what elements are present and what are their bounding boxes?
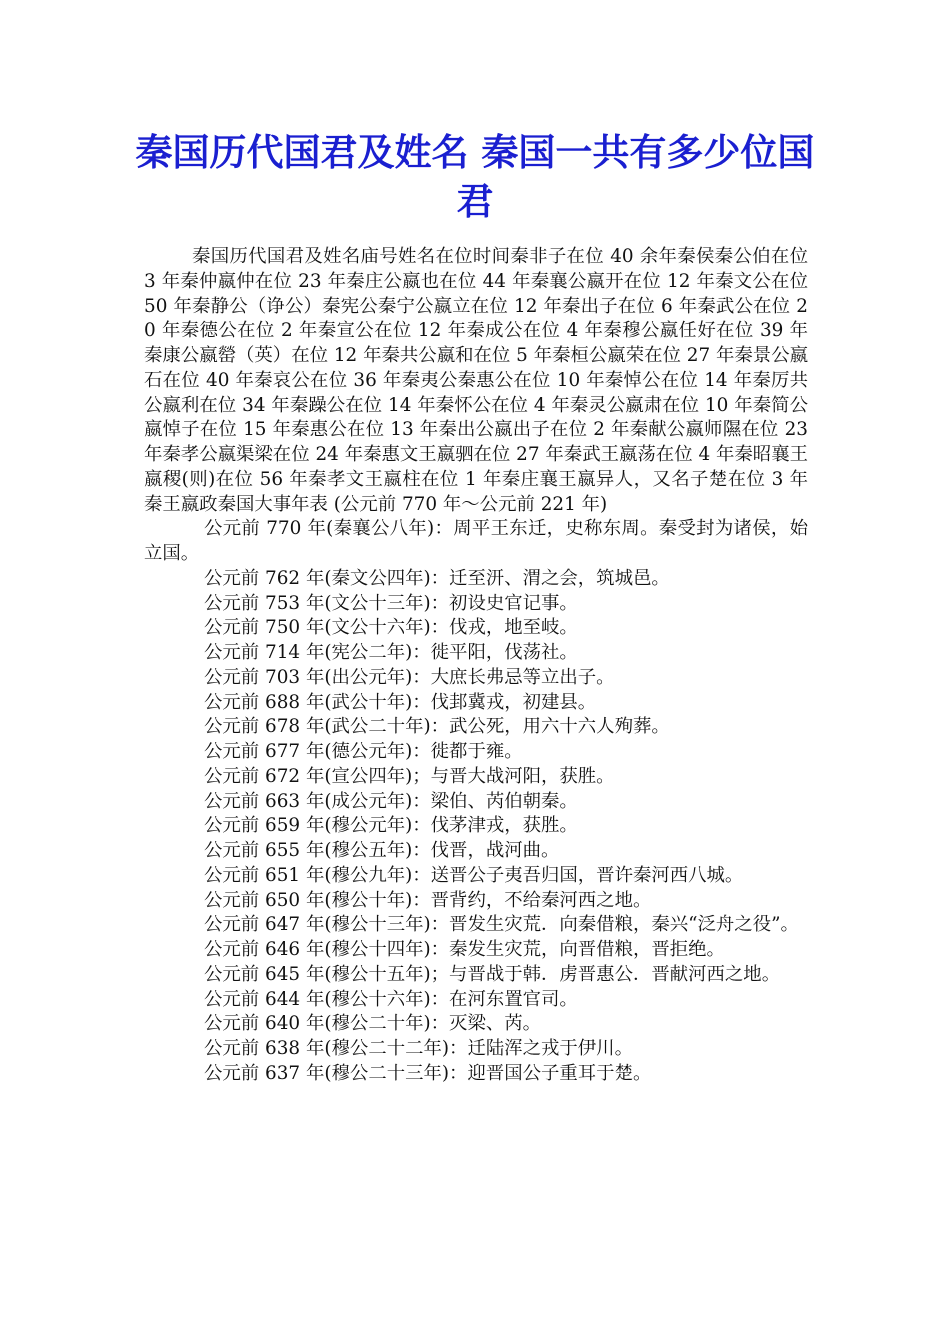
timeline-entry: 公元前 677 年(德公元年)：徙都于雍。 [204,741,523,762]
timeline-entry: 公元前 644 年(穆公十六年)：在河东置官司。 [204,988,578,1010]
timeline-entry: 公元前 753 年(文公十三年)：初设史官记事。 [204,592,578,614]
timeline-entry: 公元前 672 年(宣公四年)；与晋大战河阳，获胜。 [204,765,615,787]
timeline-entry: 公元前 703 年(出公元年)：大庶长弗忌等立出子。 [204,666,615,688]
timeline-entry: 公元前 651 年(穆公九年)：送晋公子夷吾归国，晋许秦河西八城。 [204,864,744,886]
timeline-entry: 公元前 650 年(穆公十年)：晋背约，不给秦河西之地。 [204,889,652,911]
timeline-entry: 公元前 678 年(武公二十年)：武公死，用六十六人殉葬。 [204,716,670,738]
timeline-entry: 公元前 645 年(穆公十五年)；与晋战于韩．虏晋惠公．晋献河西之地。 [204,963,781,985]
intro-paragraph: 秦国历代国君及姓名庙号姓名在位时间秦非子在位 40 余年秦侯秦公伯在位 3 年秦仲嬴仲在位 23 年秦庄公嬴也在位 44 年秦襄公嬴开在位 12 年秦文公在位 50 年秦静公（诤公）秦宪公秦宁公嬴立在位 12 年秦出子在位 6 年秦武公在位 20 年秦德公在位 2 年秦宣公在位 12 年秦成公在位 4 年秦穆公嬴任好在位 39 年秦康公嬴罃（英）在位 12 年秦共公嬴和在位 5 年秦桓公嬴荣在位 27 年秦景公嬴石在位 40 年秦哀公在位 36 年秦夷公秦惠公在位 10 年秦悼公在位 14 年秦厉共公嬴利在位 34 年秦躁公在位 14 年秦怀公在位 4 年秦灵公嬴肃在位 10 年秦简公嬴悼子在位 15 年秦惠公在位 13 年秦出公嬴出子在位 2 年秦献公嬴师隰在位 23 年秦孝公嬴渠梁在位 24 年秦惠文王嬴驷在位 27 年秦武王嬴荡在位 4 年秦昭襄王嬴稷(则)在位 56 年秦孝文王嬴柱在位 1 年秦庄襄王嬴异人，又名子楚在位 3 年秦王嬴政秦国大事年表 (公元前 770 年～公元前 221 年) [144,246,808,515]
timeline-entry: 公元前 663 年(成公元年)：梁伯、芮伯朝秦。 [204,790,578,812]
timeline-entry: 公元前 762 年(秦文公四年)：迁至汧、渭之会，筑城邑。 [204,567,670,589]
timeline-entry: 公元前 659 年(穆公元年)：伐茅津戎，获胜。 [204,815,578,837]
document-title: 秦国历代国君及姓名 秦国一共有多少位国君 [135,131,815,223]
timeline-entry: 公元前 646 年(穆公十四年)：秦发生灾荒，向晋借粮，晋拒绝。 [204,939,725,960]
timeline-entry: 公元前 637 年(穆公二十三年)：迎晋国公子重耳于楚。 [204,1062,652,1084]
timeline-entry: 公元前 638 年(穆公二十二年)：迁陆浑之戎于伊川。 [204,1038,633,1059]
timeline-entry: 公元前 714 年(宪公二年)：徙平阳，伐荡社。 [204,642,578,663]
timeline-entry: 公元前 640 年(穆公二十年)：灭梁、芮。 [204,1013,542,1035]
timeline-entry: 公元前 770 年(秦襄公八年)：周平王东迁，史称东周。秦受封为诸侯，始立国。 [144,518,808,564]
timeline-entry: 公元前 655 年(穆公五年)：伐晋，战河曲。 [204,840,560,861]
timeline-entry: 公元前 647 年(穆公十三年)：晋发生灾荒．向秦借粮，秦兴“泛舟之役”。 [204,914,799,936]
timeline-entry: 公元前 688 年(武公十年)：伐邽冀戎，初建县。 [204,691,597,713]
timeline-entry: 公元前 750 年(文公十六年)：伐戎，地至岐。 [204,617,578,639]
document-body [144,245,808,1087]
